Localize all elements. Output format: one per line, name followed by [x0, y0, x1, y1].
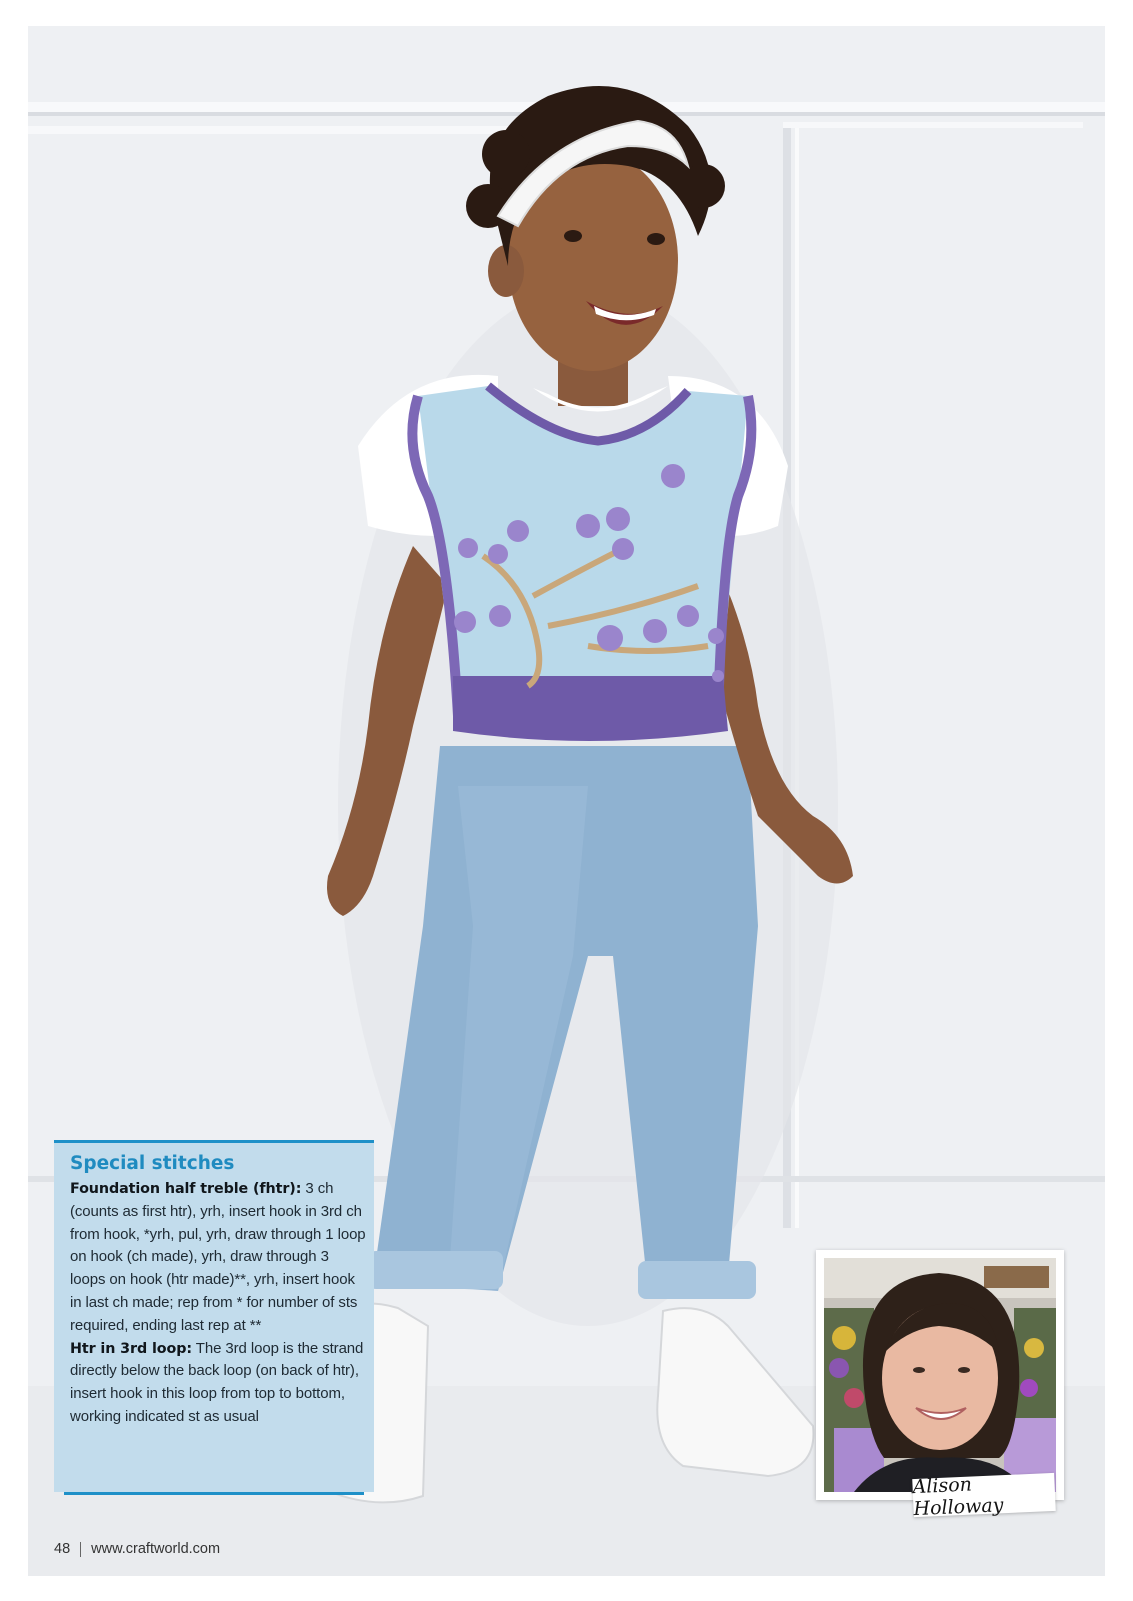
special-stitches-content [70, 1152, 366, 1429]
page-footer [54, 1541, 220, 1557]
stitch-text-htr-3rd-loop: The 3rd loop is the strand directly below the back loop (on back of htr), insert hook in this loop from top to bottom, working indicated st as usual [70, 1339, 364, 1425]
stitch-term-fhtr: Foundation half treble (fhtr): [70, 1181, 302, 1197]
stitch-entry-htr-3rd-loop [70, 1338, 366, 1429]
portrait-image [824, 1258, 1056, 1492]
footer-separator [80, 1542, 81, 1557]
stitch-term-htr-3rd-loop: Htr in 3rd loop: [70, 1340, 192, 1357]
box-accent-line-top [54, 1140, 374, 1143]
designer-name-tag [912, 1473, 1056, 1521]
page-number: 48 [54, 1541, 71, 1557]
stitch-text-fhtr: 3 ch (counts as first htr), yrh, insert hook in 3rd ch from hook, *yrh, pul, yrh, draw through 1 loop on hook (ch made), yrh, draw through 3 loops on hook (htr made)**, yrh, insert hook in last ch made; rep from * for number of sts required, ending last rep at ** [70, 1180, 366, 1334]
special-stitches-box [54, 1140, 374, 1492]
footer-website-link[interactable]: www.craftworld.com [91, 1541, 221, 1557]
designer-photo [824, 1258, 1056, 1492]
designer-name: Alison Holloway [912, 1473, 1004, 1521]
box-accent-line-bottom [64, 1492, 364, 1495]
special-stitches-heading: Special stitches [70, 1153, 235, 1174]
stitch-entry-fhtr [70, 1178, 366, 1338]
designer-portrait [816, 1250, 1064, 1500]
